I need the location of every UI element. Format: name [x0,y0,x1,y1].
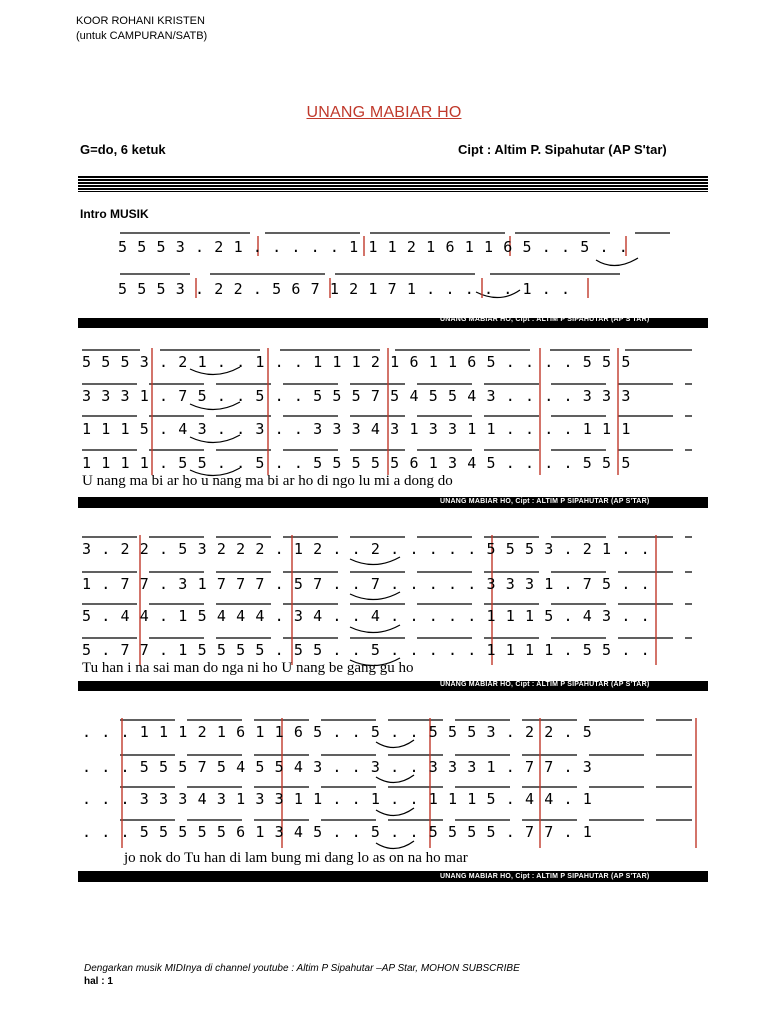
system-2-alto: 1 . 7 7 . 3 1 7 7 7 . 5 7 . . 7 . . . . . 3 3 3 1 . 7 5 . . [82,575,651,593]
intro-label: Intro MUSIK [80,207,149,221]
intro-line-1: 5 5 5 3 . 2 1 . . . . . 1 1 1 2 1 6 1 1 6 5 . . 5 . . [118,238,629,256]
credit-3: UNANG MABIAR HO, Cipt : ALTIM P SIPAHUTAR (AP S'TAR) [440,681,650,688]
credit-1: UNANG MABIAR HO, Cipt : ALTIM P SIPAHUTAR (AP S'TAR) [440,316,650,323]
system-3-soprano: . . . 1 1 1 2 1 6 1 1 6 5 . . 5 . . 5 5 5 3 . 2 2 . 5 [82,723,593,741]
system-3-alto: . . . 5 5 5 7 5 4 5 5 4 3 . . 3 . . 3 3 3 1 . 7 7 . 3 [82,758,593,776]
system-3-bass: . . . 5 5 5 5 5 6 1 3 4 5 . . 5 . . 5 5 5 5 . 7 7 . 1 [82,823,593,841]
credit-2: UNANG MABIAR HO, Cipt : ALTIM P SIPAHUTAR (AP S'TAR) [440,498,650,505]
credit-4: UNANG MABIAR HO, Cipt : ALTIM P SIPAHUTAR (AP S'TAR) [440,873,650,880]
page-number: hal : 1 [84,976,113,987]
choir-header: KOOR ROHANI KRISTEN [76,15,205,27]
footer [84,962,520,988]
song-title: UNANG MABIAR HO [306,104,462,121]
system-3-lyrics: jo nok do Tu han di lam bung mi dang lo as on na ho mar [124,850,468,866]
choir-type: (untuk CAMPURAN/SATB) [76,30,208,42]
system-1-soprano: 5 5 5 3 . 2 1 . . 1 . . 1 1 1 2 1 6 1 1 6 5 . . . . 5 5 5 [82,353,631,371]
composer: Cipt : Altim P. Sipahutar (AP S'tar) [458,142,667,157]
key-signature: G=do, 6 ketuk [80,142,166,157]
system-2-bass: 5 . 7 7 . 1 5 5 5 5 . 5 5 . . 5 . . . . . 1 1 1 1 . 5 5 . . [82,641,651,659]
footer-note: Dengarkan musik MIDInya di channel youtube : Altim P Sipahutar –AP Star, MOHON SUBSCRIBE [84,963,520,974]
intro-line-2: 5 5 5 3 . 2 2 . 5 6 7 1 2 1 7 1 . . . . . 1 . . [118,280,571,298]
system-1-tenor: 1 1 1 5 . 4 3 . . 3 . . 3 3 3 4 3 1 3 3 1 1 . . . . 1 1 1 [82,420,631,438]
system-2-lyrics: Tu han i na sai man do nga ni ho U nang be gang gu ho [82,660,414,676]
system-1-alto: 3 3 3 1 . 7 5 . . 5 . . 5 5 5 7 5 4 5 5 4 3 . . . . 3 3 3 [82,387,631,405]
system-2-tenor: 5 . 4 4 . 1 5 4 4 4 . 3 4 . . 4 . . . . . 1 1 1 5 . 4 3 . . [82,607,651,625]
system-3-tenor: . . . 3 3 3 4 3 1 3 3 1 1 . . 1 . . 1 1 1 5 . 4 4 . 1 [82,790,593,808]
system-1-bass: 1 1 1 1 . 5 5 . . 5 . . 5 5 5 5 5 6 1 3 4 5 . . . . 5 5 5 [82,454,631,472]
system-2-soprano: 3 . 2 2 . 5 3 2 2 2 . 1 2 . . 2 . . . . . 5 5 5 3 . 2 1 . . [82,540,651,558]
system-1-lyrics: U nang ma bi ar ho u nang ma bi ar ho di ngo lu mi a dong do [82,473,453,489]
